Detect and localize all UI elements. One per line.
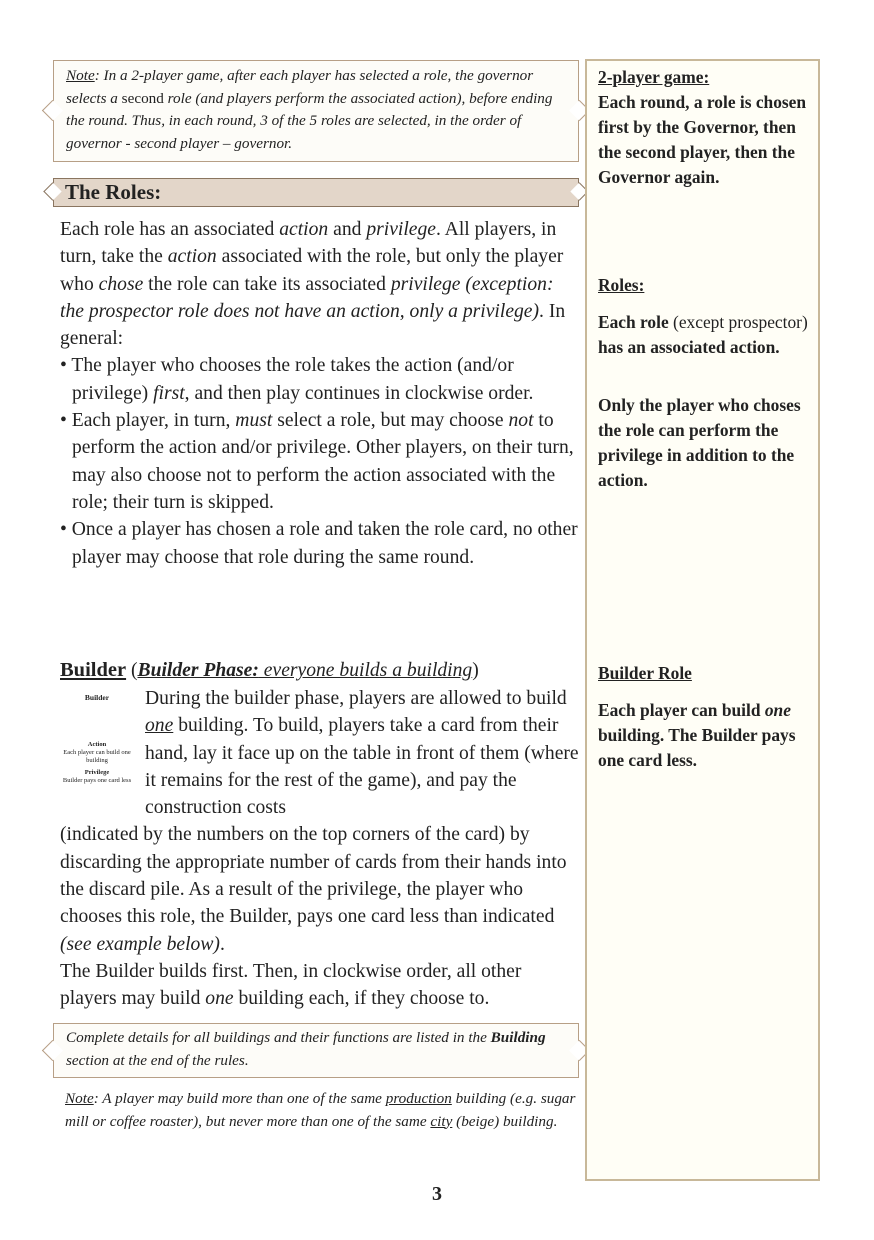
text: privilege: [366, 219, 436, 240]
text: Each player can build: [598, 700, 765, 720]
roles-body: [60, 216, 580, 571]
text: one: [205, 988, 234, 1010]
text: During the builder phase, players are allowed to build: [145, 688, 567, 709]
roles-heading: The Roles:: [53, 178, 579, 207]
builder-paragraph: [60, 958, 580, 1013]
sidebar-heading: Builder Role: [598, 663, 692, 683]
text: .: [219, 933, 225, 955]
text: action: [167, 246, 217, 268]
text: section at the end of the rules.: [66, 1051, 249, 1069]
sidebar-heading: 2-player game:: [598, 67, 710, 87]
text: must: [235, 410, 273, 432]
note-emphasis: second: [121, 89, 164, 107]
text: . All players, in turn, take the: [60, 219, 557, 268]
text: one: [764, 700, 791, 720]
card-action-label: Action: [87, 741, 107, 748]
text: The Builder builds first. Then, in clockwise order, all other players may build: [60, 960, 522, 1010]
text: , and then play continues in clockwise order.: [184, 382, 534, 404]
builder-phase-label: Builder Phase:: [137, 660, 259, 681]
text: first: [153, 382, 185, 404]
card-privilege-label: Privilege: [84, 769, 110, 776]
note-label: Note: [65, 1090, 94, 1107]
card-privilege-text: Builder pays one card less: [62, 777, 132, 784]
text: (indicated by the numbers on the top corners of the card) by discarding the appropriate number of cards from their hands into the discard pile. As a result of the privilege, the player who chooses this role, the Builder, pays one card less than indicated: [60, 824, 567, 928]
text: (beige) building.: [452, 1112, 558, 1130]
text: • Each player, in turn,: [60, 410, 236, 432]
sidebar-text: Only the player who choses the role can perform the privilege in addition to the action.: [598, 395, 801, 490]
text: Complete details for all buildings and their functions are listed in the: [66, 1029, 491, 1046]
text: (: [126, 660, 138, 681]
sidebar-roles: [598, 273, 810, 493]
text: building. The Builder pays one card less.: [598, 725, 796, 770]
summary-sidebar: [585, 59, 820, 1181]
sidebar-text: Each round, a role is chosen first by the Governor, then the second player, then the Governor again.: [598, 92, 807, 187]
text: building each, if they choose to.: [233, 988, 490, 1010]
text: has an associated action.: [598, 337, 780, 357]
text: one: [145, 715, 174, 737]
text: production: [385, 1090, 452, 1107]
text: . In general:: [60, 300, 566, 350]
text: Building: [490, 1029, 546, 1046]
sidebar-text: [598, 310, 810, 360]
roles-bullet: • Once a player has chosen a role and taken the role card, no other player may choose that role during the same round.: [60, 519, 578, 568]
sidebar-heading: Roles:: [598, 275, 645, 295]
sidebar-two-player: [598, 65, 810, 190]
text: and: [328, 219, 367, 240]
text: (see example below): [60, 933, 220, 955]
builder-body: [60, 685, 580, 1013]
text: associated with the role, but only the player who: [60, 246, 564, 295]
two-player-note-box: [53, 60, 579, 162]
text: (except prospector): [668, 312, 808, 332]
roles-bullet: [60, 407, 580, 516]
text: action: [279, 219, 329, 240]
text: building (e.g. sugar mill or coffee roaster), but never more than one of the same: [65, 1090, 576, 1130]
sidebar-builder: [598, 661, 810, 773]
sidebar-text: [598, 698, 810, 773]
card-action-text: Each player can build one building: [63, 749, 131, 764]
text: not: [508, 410, 534, 432]
text: city: [430, 1112, 453, 1130]
buildings-reference-note: [53, 1023, 579, 1078]
text: • The player who chooses the role takes the action (and/or privilege): [60, 355, 514, 404]
note-label: Note: [66, 67, 95, 84]
page-number: 3: [432, 1183, 442, 1205]
production-building-note: [65, 1088, 579, 1133]
note-text: role (and players perform the associated action), before ending the round. Thus, in each round, 3 of the 5 roles are selected, in the order of governor - second player – governor.: [66, 89, 553, 152]
roles-paragraph: [60, 216, 580, 352]
builder-title: Builder: [60, 659, 127, 681]
builder-paragraph: [60, 685, 580, 821]
text: select a role, but may choose: [272, 410, 509, 432]
text: the role can take its associated: [143, 273, 391, 295]
note-text: : In a 2-player game, after each player has selected a role, the governor selects a: [66, 67, 534, 107]
text: Each role: [598, 312, 669, 332]
builder-paragraph: [60, 821, 580, 957]
roles-bullet: [60, 352, 580, 407]
builder-phase-desc: everyone builds a building: [258, 660, 473, 681]
text: to perform the action and/or privilege. Other players, on their turn, may also choose not to perform the action associated with the role; their turn is skipped.: [72, 410, 574, 513]
text: : A player may build more than one of the same: [93, 1090, 386, 1107]
card-title: Builder: [84, 693, 110, 702]
text: privilege (exception: the prospector role does not have an action, only a privilege): [60, 273, 554, 322]
text: ): [472, 660, 479, 681]
text: building. To build, players take a card from their hand, lay it face up on the table in front of them (where it remains for the rest of the game), and pay the construction costs: [145, 715, 579, 819]
builder-heading: [60, 657, 580, 684]
text: chose: [98, 273, 144, 295]
text: Each role has an associated: [60, 219, 280, 240]
